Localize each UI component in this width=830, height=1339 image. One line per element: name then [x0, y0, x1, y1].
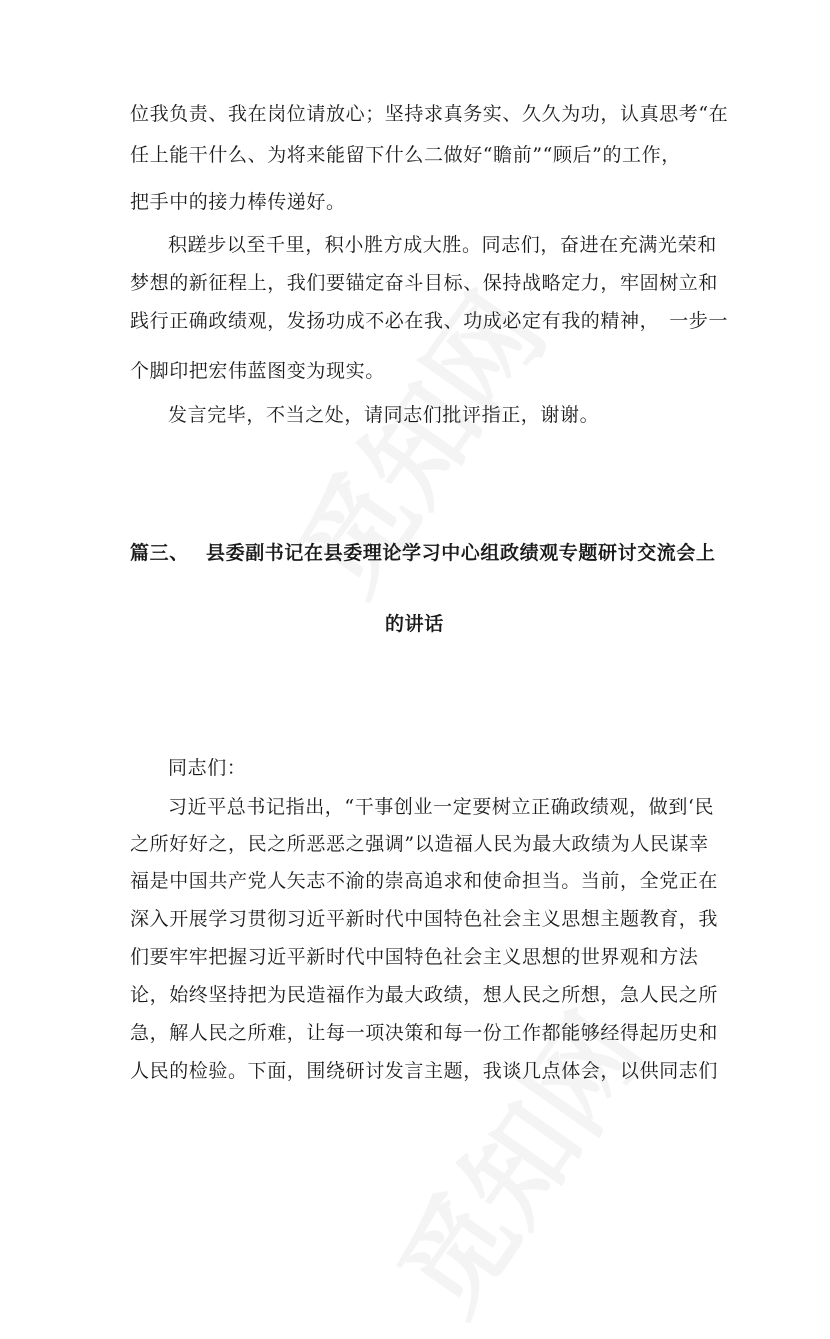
paragraph-line: 习近平总书记指出，“干事创业一定要树立正确政绩观，做到‘民: [168, 796, 715, 818]
greeting: 同志们：: [168, 757, 247, 779]
paragraph-line: 深入开展学习贯彻习近平新时代中国特色社会主义思想主题教育，我: [130, 908, 719, 930]
paragraph-line: 发言完毕，不当之处，请同志们批评指正，谢谢。: [168, 404, 600, 426]
paragraph-line: 福是中国共产党人矢志不渝的崇高追求和使命担当。当前，全党正在: [130, 870, 719, 892]
section-heading-title-cont: 的讲话: [385, 613, 444, 635]
paragraph-line: 把手中的接力棒传递好。: [130, 191, 346, 213]
paragraph-line: 践行正确政绩观，发扬功成不必在我、功成必定有我的精神， 一步一: [130, 310, 729, 332]
section-heading-label: 篇三、: [130, 542, 189, 564]
paragraph-line: 人民的检验。下面，围绕研讨发言主题，我谈几点体会，以供同志们: [130, 1060, 719, 1082]
paragraph-line: 们要牢牢把握习近平新时代中国特色社会主义思想的世界观和方法: [130, 946, 699, 968]
paragraph-line: 任上能干什么、为将来能留下什么二做好“瞻前”“顾后”的工作，: [130, 144, 681, 166]
paragraph-line: 积蹉步以至千里，积小胜方成大胜。同志们，奋进在充满光荣和: [168, 234, 717, 256]
paragraph-line: 之所好好之，民之所恶恶之强调”以造福人民为最大政绩为人民谋幸: [130, 833, 709, 855]
paragraph-line: 论，始终坚持把为民造福作为最大政绩，想人民之所想，急人民之所: [130, 984, 719, 1006]
section-heading-title: 县委副书记在县委理论学习中心组政绩观专题研讨交流会上: [206, 542, 716, 564]
paragraph-line: 急，解人民之所难，让每一项决策和每一份工作都能够经得起历史和: [130, 1022, 719, 1044]
paragraph-line: 个脚印把宏伟蓝图变为现实。: [130, 360, 385, 382]
paragraph-line: 位我负责、我在岗位请放心；坚持求真务实、久久为功，认真思考“在: [130, 103, 729, 125]
paragraph-line: 梦想的新征程上，我们要锚定奋斗目标、保持战略定力，牢固树立和: [130, 272, 719, 294]
